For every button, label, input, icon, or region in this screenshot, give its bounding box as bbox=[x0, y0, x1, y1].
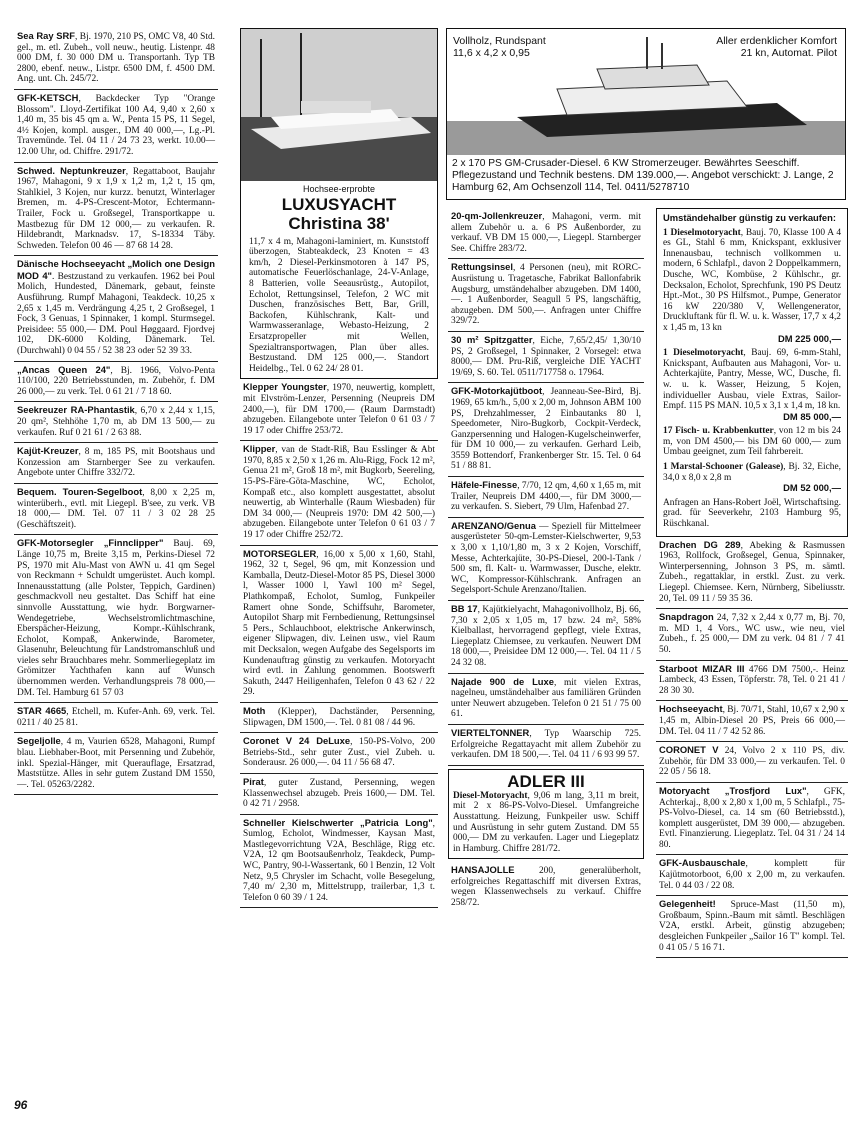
classified-ad bbox=[656, 661, 848, 702]
classified-ad-text: , 1970, neuwertig, komplett, mit Elvström-Lenzer, Persenning (Neupreis DM 2400,—), für DM 1700,— (Raum Darmstadt) abzugeben. Eilangebote unter Telefon 0 61 03 / 7 19 17 oder Chiffre 253/72. bbox=[243, 383, 435, 436]
joel-item-text: , Bj. 32, Eiche, 34,0 x 8,0 x 2,8 m bbox=[663, 462, 841, 483]
classified-ad-text: Spruce-Mast (11,50 m), Großbaum, Spinn.-Baum mit sämtl. Beschlägen V2A, erstkl. Arbeit, günstig abzugeben; desgleichen Funkpeiler „Sailor 16 T" kompl. Tel. 0 41 05 / 5 16 71. bbox=[659, 900, 845, 953]
classified-ad bbox=[14, 484, 218, 535]
classified-ad-text: , GFK, Achterkaj., 8,00 x 2,80 x 1,00 m, 5 Schlafpl., 75-PS-Volvo-Diesel, ca. 14 sm (60 Betriebsstd.), komplett ausgerüstet, DM 39 000,— abzugeben. Evtl. Finanzierung. Liegeplatz. Tel. 04 31 / 24 14 80. bbox=[659, 786, 845, 850]
classified-ad-head: Motoryacht „Trosfjord Lux" bbox=[659, 784, 807, 796]
classified-ad-head: MOTORSEGLER bbox=[243, 547, 317, 559]
classified-ad bbox=[448, 383, 644, 477]
classified-ad-text: , Jeanneau-See-Bird, Bj. 1969, 65 km/h., 5,00 x 2,00 m, Johnson ABM 100 PS, Drehzahlmesser, 2 Einbautanks 80 l, Speedometer, Niro-Bugkorb, Cockpit-Verdeck, Ganzpersenning und Halogen-Kugelscheinwerfer, für DM 10 000,— zu verkaufen. Gerhard Leib, 3559 Bottendorf, Frankenberger Str. 15. Tel. 0 64 51 / 88 81. bbox=[451, 387, 641, 472]
classified-ad-text: , 16,00 x 5,00 x 1,60, Stahl, 1962, 32 t, Segel, 96 qm, mit Konzession und Kamballa, Deutz-Diesel-Motor 85 PS, Diesel 3000 l, Wasser 1000 l, Yawl 100 m² Segel, Plathkompaß, Echolot, Sumlog, Funkpeiler Ramert ohne Sonde, Schiffsuhr, Barometer, Autopilot Sharp mit Fernbedienung, Rettungsinsel 5 Pers., Schlauchboot, elektrische Ankerwinsch, eigener Slipwagen, div. Leinen usw., viel Raum mit Decksalon, wegen Aufgabe des Segelsports im Kundenauftrag günstig zu verkaufen. Motoryacht wird evtl. in Zahlung genommen. Bootswerft Sakuth, 2447 Heiligenhafen, Telefon 0 43 62 / 22 29. bbox=[243, 549, 435, 698]
classified-ad-head: Schwed. Neptunkreuzer bbox=[17, 164, 126, 176]
classified-ad-text: , Bj. 1966, Volvo-Penta 110/100, 220 Betriebsstunden, m. Zubehör, f. DM 26 000,— zu verk. Tel. 0 61 21 / 7 18 60. bbox=[17, 365, 215, 397]
classified-ad-text: 4766 DM 7500,-. Heinz Lambeck, 43 Essen, Töpferstr. 78, Tel. 0 21 41 / 28 30 30. bbox=[659, 664, 845, 696]
classified-ad bbox=[448, 332, 644, 383]
classified-ad-head: GFK-Ausbauschale bbox=[659, 857, 746, 869]
classified-ad-text: , Abeking & Rasmussen 1963, Rollfock, Großsegel, Genua, Spinnaker, Winterpersenning, Johnson 3 PS, m. sämtl. Zubeh., regattaklar, in erstkl. Zust. zu verk. Liegepl. Chiemsee. Kern, Nürnberg, Sibeliusstr. 20, Tel. 09 11 / 59 35 36. bbox=[659, 540, 845, 604]
classified-ad bbox=[240, 815, 438, 909]
classified-ad-text: , Bj. 70/71, Stahl, 10,67 x 2,90 x 1,45 m, Albin-Diesel 20 PS, Preis 66 000,— DM. Tel. 04 11 / 7 42 52 86. bbox=[659, 705, 845, 737]
left-caption-line2: 11,6 x 4,2 x 0,95 bbox=[453, 47, 530, 59]
classified-ad-text: , 150-PS-Volvo, 200 Betriebs-Std., sehr guter Zust., viel Zubeh. u. Sonderausr. 26 000,—. 04 11 / 56 68 47. bbox=[243, 737, 435, 769]
classified-ad bbox=[656, 742, 848, 783]
classified-ad-text: Bauj. 69, Länge 10,75 m, Breite 3,15 m, Perkins-Diesel 72 PS, 1970 mit Alu-Mast von AWN u. 41 qm Segel von Reckmann + Schuldt umgerüstet. Auch kompl. Innenausstattung (alle Polster, Teppich, Gardinen) geschmackvoll neu gestaltet. Das Schiff hat eine sinnvolle Ausstattung, wie hydr. Borgwarner-Wendegetriebe, Wechselstromlichtmaschine, Eberspächer-Heizung, Kompr.-Kühlschrank, Echolot, Kompaß, Ankerwinde, Barometer, Glasenuhr, Beleuchtung für Landstromanschluß und vieles sehr Brauchbares mehr. Sommerliegeplatz im Grömitzer Yachthafen kann auf Wunsch übernommen werden. Verhandlungspreis 78 000,— DM. Tel. Hamburg 61 57 03 bbox=[17, 539, 215, 698]
classified-ad-head: VIERTELTONNER bbox=[451, 726, 530, 738]
classified-ad bbox=[448, 259, 644, 332]
yacht-image bbox=[241, 29, 437, 181]
joel-ad bbox=[656, 208, 848, 537]
classified-ad bbox=[14, 733, 218, 795]
classified-ad bbox=[240, 774, 438, 815]
yacht-photo bbox=[241, 29, 437, 181]
right-caption-line1: Aller erdenklicher Komfort bbox=[716, 35, 837, 47]
motoryacht-photo-ad bbox=[446, 28, 846, 200]
classified-ad-text: 24, Volvo 2 x 110 PS, div. Zubehör, für DM 33 000,— zu verkaufen. Tel. 0 22 05 / 56 18. bbox=[659, 746, 845, 778]
classified-ad-text: , Sumlog, Echolot, Windmesser, Kaysan Mast, Mastlegevorrichtung V2A, Beschläge, Rigg etc. V2A, 12 qm Bootsaußenrholz, Teakdeck, Pump-WC, Pantry, 90-l-Wassertank, 60 l Benzin, 12 Volt Netz, 9,5 Chrysler im Schacht, volle Besegelung, 7,40 m/ 2,30 m, Mittelstrupp, trailerbar, 1,3 t. Telefon 0 60 39 / 1 24. bbox=[243, 818, 435, 903]
classified-ad bbox=[240, 546, 438, 703]
page-number: 96 bbox=[14, 1098, 28, 1112]
joel-item-text: , Bauj. 69, 6-mm-Stahl, Knickspant, Aufbauten aus Mahagoni, Vor- u. Achterkajüte, Pantry, Messe, WC, Dusche, fl. w. u. k. Wasser, Heizung, 5 Kojen, individueller Ausbau, viele Extras, Sailor-Empf. 115 PS MAN. 10,5 x 3,1 x 1,4 m, 18 kn. bbox=[663, 348, 841, 412]
right-caption bbox=[716, 35, 837, 59]
left-caption-line1: Vollholz, Rundspant bbox=[453, 35, 546, 47]
classified-ad-text: — Speziell für Mittelmeer ausgerüsteter 50-qm-Lemster-Kielschwerter, 9,53 x 3,00 x 1,10/1,80 m, 3 x 2 Kojen, Vorschiff, Messe, Achterkajüte, 30-PS-Diesel, 200-l-Tank / 500 sm, fl. Kalt- u. Warmwasser, Dusche, elektr. WC, Kompressor-Kühlschrank. Anfragen an Segelsport-Schule Arenzano/Italien. bbox=[451, 521, 641, 596]
classified-ad-text: , mit vielen Extras, nagelneu, umständehalber aus familiären Gründen unter Neuwert abzugeben. Telefon 0 21 51 / 75 00 61. bbox=[451, 677, 641, 720]
classified-ad-head: CORONET V bbox=[659, 744, 719, 756]
classified-ad-text: . Bestzustand zu verkaufen. 1962 bei Poul Molich, Hundested, Dänemark, gebaut, feinste Ausführung. Rumpf Mahagoni, Teakdeck. 10,25 x 2,65 x 1,45 m. Verdrängung 4,25 t, 2 Großsegel, 1 Fock, 3 Genuas, 1 Spinnaker, 1 kompl. Sturmsegel. Preisidee: 55 000,— DM. Poul Høggaard. Fjordvej 102, DK-6000 Kolding, Dänemark. Tel. (Durchwahl) 0 04 55 / 52 38 23 oder 52 39 33. bbox=[17, 271, 216, 357]
classified-ad-text: , van de Stadt-Riß, Bau Esslinger & Abt 1970, 8,85 x 2,50 x 1,26 m. Alu-Rigg, Fock 12 m², Genua 21 m², Groß 18 m², mit Bugkorb, Seereling, 15-PS-Färe-Göta-Maschine, WC, Echolot, Kompaß etc., also komplett ausgestattet, absolut neuwertig, ab Winterhalle (Raum Wiesbaden) für DM 34 000,— (Neupreis 1970: DM 42 500,—) abzugeben. Eilangebote unter Telefon 0 61 03 / 7 19 17 oder Chiffre 252/72. bbox=[243, 445, 435, 541]
classified-ad-head: Najade 900 de Luxe bbox=[451, 675, 554, 687]
motoryacht-desc: 2 x 170 PS GM-Crusader-Diesel. 6 KW Stromerzeuger. Bewährtes Seeschiff. Pflegezustand und Technik bestens. DM 139.000,—. Angebot verschickt: J. Lange, 2 Hamburg 62, Am Ochsenzoll 114, Tel. 0411/5278710 bbox=[452, 158, 834, 194]
joel-item-head: 17 Fisch- u. Krabbenkutter bbox=[663, 426, 774, 437]
classified-ad-head: Klipper bbox=[243, 443, 276, 455]
classified-ad-text: (Klepper), Dachständer, Persenning, Slipwagen, DM 1500,—. Tel. 0 81 08 / 44 96. bbox=[243, 706, 435, 728]
classified-ad bbox=[14, 90, 218, 163]
joel-item-price: DM 85 000,— bbox=[783, 410, 841, 422]
adler-title: ADLER III bbox=[507, 771, 585, 791]
classified-ad bbox=[14, 362, 218, 403]
christina-ad bbox=[240, 28, 438, 379]
joel-item-text: , Bauj. 70, Klasse 100 A 4 es GL, Stahl 6 mm, Knickspant, exklusiver Innenausbau, technisch vollkommen u. modern, 6 Schlafpl., davon 2 Doppelkammern, Dusche, WC, Kombüse, 2 Kühlschr., gr. Decksalon, Echolot, Sprechfunk, 190 PS Deutz Hpt.-Mot., 30 PS Hilfsmot., Pumpe, Generator 16 kW 220/380 V, Wellengenerator, Druckluftank für fl. W. u. k. Wasser, 17,7 x 4,2 x 1,45 m, 13 kn bbox=[663, 227, 842, 333]
classified-ad bbox=[656, 855, 848, 896]
column-2-ads bbox=[240, 379, 438, 908]
classified-ad-head: 20-qm-Jollenkreuzer bbox=[451, 210, 543, 221]
classified-ad-text: , Kajütkielyacht, Mahagonivollholz, Bj. 66, 7,30 x 2,05 x 1,05 m, 17 bzw. 24 m², 58% Kielballast, hervorragend gepflegt, viele Extras, Liegeplatz Chiemsee, zu verkaufen. Neuwert DM 18 000,—, Preisidee DM 12 000,—. Tel. 04 11 / 5 24 32 08. bbox=[451, 605, 641, 668]
classified-ad-text: , Regattaboot, Baujahr 1967, Mahagoni, 9 x 1,9 x 1,2 m, 1,2 t, 15 qm, Stahlkiel, 3 Kojen, nur kurzz. benutzt, Winterlager Bremen, m. 4-PS-Crescent-Motor, Echtermann-Trailer, Fock u. Großsegel, Transportkappe u. Mastbezug für DM 12 000,— zu verkaufen. R. Hildebrandt, Marknadsv. 17, S-18334 Täby. Schweden. Telefon 00 46 — 87 68 14 28. bbox=[17, 166, 215, 251]
classified-ad bbox=[656, 609, 848, 660]
classified-ad-head: „Ancas Queen 24" bbox=[17, 363, 111, 375]
photo-caption-subtitle: Christina 38' bbox=[288, 213, 390, 233]
joel-item-head: 1 Dieselmotoryacht bbox=[663, 348, 744, 359]
joel-item bbox=[663, 426, 841, 458]
classified-ad bbox=[240, 441, 438, 545]
classified-ad bbox=[448, 674, 644, 725]
joel-item bbox=[663, 348, 841, 422]
classified-ad bbox=[656, 537, 848, 610]
classified-ad bbox=[14, 535, 218, 703]
classified-ad-head: GFK-Motorsegler „Finnclipper" bbox=[17, 537, 164, 549]
joel-head: Umständehalber günstig zu verkaufen: bbox=[663, 212, 836, 223]
joel-item-head: 1 Marstal-Schooner (Galease) bbox=[663, 462, 784, 473]
classified-ad-head: Kajüt-Kreuzer bbox=[17, 445, 79, 457]
classified-ad-text: , 6,70 x 2,44 x 1,15, 20 qm², Stehhöhe 1,70 m, ab DM 13 500,— zu verkaufen. Ruf 0 21 61 / 2 63 88. bbox=[17, 406, 215, 438]
adler-text bbox=[453, 791, 639, 855]
classified-ad-head: Dänische Hochseeyacht „Molich one Design MOD 4" bbox=[17, 258, 215, 281]
classified-ad-head: Starboot MIZAR III bbox=[659, 662, 745, 674]
classified-ad-head: GFK-Motorkajütboot bbox=[451, 385, 543, 397]
hansajolle-head: HANSAJOLLE bbox=[451, 864, 515, 876]
classified-ad bbox=[14, 163, 218, 257]
classified-ad-head: Snapdragon bbox=[659, 611, 714, 623]
classified-ad-head: Segeljolle bbox=[17, 735, 61, 747]
joel-footer: Anfragen an Hans-Robert Joël, Wirtschaftsing. grad. für Seeverkehr, 2103 Hamburg 95, Rüschkanal. bbox=[663, 497, 841, 530]
classified-ad-text: , 7/70, 12 qm, 4,60 x 1,65 m, mit Trailer, Neupreis DM 4400,—, für DM 3000,— zu verkaufen. S. Siebert, 79 Ulm, Hafenbad 27. bbox=[451, 481, 641, 513]
classified-ad-head: Hochseeyacht bbox=[659, 703, 723, 715]
classified-ad-head: Pirat bbox=[243, 775, 264, 787]
classified-ad bbox=[240, 703, 438, 733]
photo-caption-title: LUXUSYACHT bbox=[281, 194, 397, 214]
column-4 bbox=[656, 208, 848, 958]
classified-ad bbox=[448, 208, 644, 259]
adler-ad bbox=[448, 769, 644, 860]
joel-item-price: DM 52 000,— bbox=[783, 482, 841, 494]
classified-ad-head: Seekreuzer RA-Phantastik bbox=[17, 404, 135, 416]
classified-ad-head: Häfele-Finesse bbox=[451, 479, 518, 491]
classified-ad bbox=[448, 601, 644, 674]
classified-ad-text: , komplett für Kajütmotorboot, 6,00 x 2,00 m, zu verkaufen. Tel. 0 44 03 / 22 08. bbox=[659, 859, 845, 891]
joel-item bbox=[663, 462, 841, 494]
classified-ad bbox=[656, 701, 848, 742]
joel-item-text: , von 12 m bis 24 m, von DM 4500,— bis DM 60 000,— zum Umbau geeignet, zum Teil fahrbereit. bbox=[663, 426, 841, 458]
classified-ad-head: 30 m² Spitzgatter bbox=[451, 333, 533, 345]
classified-ad-head: GFK-KETSCH bbox=[17, 91, 79, 103]
left-caption bbox=[453, 35, 546, 59]
classified-ad bbox=[14, 402, 218, 443]
joel-item bbox=[663, 228, 841, 345]
classified-ad-head: STAR 4665 bbox=[17, 705, 67, 717]
classified-ad-head: BB 17 bbox=[451, 603, 478, 614]
classified-ad-text: , Eiche, 7,65/2,45/ 1,30/10 PS, 2 Großsegel, 1 Spinnaker, 2 Vorsegel: etwa 8000,— DM. Pru-Riß, vergleiche DIE YACHT 19/69, S. 60. Tel. 0511/717758 o. 17964. bbox=[451, 335, 641, 378]
classified-ad-text: , Typ Waarschip 725. Erfolgreiche Regattayacht mit allem Zubehör zu verkaufen. DM 18 500,—. Tel. 04 11 / 6 93 99 57. bbox=[451, 728, 641, 761]
column-1 bbox=[14, 28, 218, 795]
joel-item-price: DM 225 000,— bbox=[777, 332, 841, 344]
classified-ad-head: Rettungsinsel bbox=[451, 261, 513, 273]
classified-ad-text: , Bj. 1970, 210 PS, OMC V8, 40 Std. gel., m. etl. Zubeh., voll neuw., heutig. Listenpr. 48 000 DM, f. 30 000 DM u. Transportanh. Typ TB 2800, ebenf. neuw., Listpr. 6500 DM, f. 4500 DM. Ang. unt. Ch. 245/72. bbox=[17, 32, 215, 85]
classified-ad bbox=[448, 477, 644, 518]
classified-ad-text: , Mahagoni, verm. mit allem Zubehör u. a. 6 PS Außenborder, zu verkauf. VB DM 15 000,—, Liegepl. Starnberger See. Chiffre 283/72. bbox=[451, 212, 641, 254]
classified-ad bbox=[14, 28, 218, 90]
classified-ad bbox=[14, 703, 218, 733]
classified-ad-text: 24, 7,32 x 2,44 x 0,77 m, Bj. 70, m. MD 1, 4 Vors., WC usw., wie neu, viel Zubeh., f. 25 000,— DM zu verk. 04 81 / 7 41 50. bbox=[659, 613, 845, 655]
classified-ad-head: Coronet V 24 DeLuxe bbox=[243, 735, 351, 747]
hansajolle-ad bbox=[448, 862, 644, 912]
classified-ad bbox=[240, 379, 438, 441]
adler-head: Diesel-Motoryacht bbox=[453, 790, 528, 801]
column-2 bbox=[240, 28, 438, 908]
classified-ad-head: Bequem. Touren-Segelboot bbox=[17, 485, 143, 497]
classified-ad-text: , 4 Personen (neu), mit RORC-Ausrüstung u. Tragetasche, Fabrikat Ballonfabrik Augsburg, umständehalber abzugeben. DM 1400,—. 1 Außenborder, Seagull 5 PS, langschäftig, abzugeben. DM 500,—. Anfragen unter Chiffre 329/72. bbox=[451, 263, 641, 327]
classified-ad bbox=[656, 783, 848, 856]
classified-ad-text: , Etchell, m. Kufer-Anh. 69, verk. Tel. 0211 / 40 25 81. bbox=[17, 707, 215, 728]
classified-ad-text: , 4 m, Vaurien 6528, Mahagoni, Rumpf blau. Liebhaber-Boot, mit Persenning und Zubehör, inkl. Spezial-Hänger, mit Querauflage, Ersatzrad, Maststütze. Alles in sehr gutem Zustand DM 1550,—. Tel. 05263/2282. bbox=[17, 737, 215, 790]
classified-ad bbox=[448, 518, 644, 601]
column-3 bbox=[448, 208, 644, 913]
classified-ad-head: Drachen DG 289 bbox=[659, 538, 741, 550]
classified-ad-text: , Backdecker Typ "Orange Blossom". Lloyd-Zertifikat 100 A4, 9,40 x 2,60 x 1,40 m, 35 bis 45 qm a. W., Penta 15 PS, 11 Segel, 4½ Kojen, kompl. ausger., DM 40 000,—, Lg.-Pl. Travemünde. Tel. 04 11 / 24 73 23, werkt. 10.00—12.00 Uhr, od. Chiffre. 291/72. bbox=[17, 93, 215, 157]
classified-ad-head: Moth bbox=[243, 704, 266, 716]
classified-ad bbox=[14, 443, 218, 484]
classified-ad bbox=[656, 896, 848, 958]
hansajolle-text: 200, generalüberholt, erfolgreiches Regattaschiff mit diversen Extras, wegen Klassenwechsels zu verkauf. Chiffre 258/72. bbox=[451, 866, 641, 909]
classified-ad-text: , 8,00 x 2,25 m, winterüberh., evtl. mit Liegepl. B'see, zu verk. VB 18 000,— DM. Tel. 07 11 / 3 02 28 25 (Geschäftszeit). bbox=[17, 487, 215, 530]
classified-ad-head: Sea Ray SRF bbox=[17, 30, 75, 41]
right-caption-line2: 21 kn, Automat. Pilot bbox=[740, 47, 837, 59]
joel-item-head: 1 Dieselmotoryacht bbox=[663, 227, 741, 238]
christina-text: 11,7 x 4 m, Mahagoni-laminiert, m. Kunststoff überzogen, Stabteakdeck, 23 Knoten = 43 km/h, 2 Diesel-Perkinsmotoren à 147 PS, automatische Feuerlöschanlage, 24-V-Anlage, 8 Batterien, volle Seeausrüstg., Autopilot, Echolot, Rettungsinsel, Telefon, 2 WC mit Duschen, französisches Bett, Bar, Grill, Backofen, Kühlschrank, Kalt- und Warmwasseranlage, Webasto-Heizung, 2 Ersatzpropeller mit Wellen, Spezialtransportwagen, Plan über alles. Bestzustand. DM 125 000,—. Standort Heidelbg., Tel. 0 62 24/ 28 01. bbox=[249, 236, 429, 374]
classified-ad-head: Gelegenheit! bbox=[659, 898, 716, 910]
classified-ad-text: , 8 m, 185 PS, mit Bootshaus und Konzession am Starnberger See zu verkaufen. Angebote unter Chiffre 332/72. bbox=[17, 447, 215, 479]
classified-ad bbox=[240, 733, 438, 774]
classified-ad bbox=[448, 725, 644, 766]
classified-ad-head: Klepper Youngster bbox=[243, 381, 327, 393]
classified-ad-text: , guter Zustand, Persenning, wegen Klassenwechsel abzugeb. Preis 1600,— DM. Tel. 0 42 71 / 2958. bbox=[243, 777, 435, 810]
adler-body: , 9,06 m lang, 3,11 m breit, mit 2 x 86-PS-Volvo-Diesel. Umfangreiche Ausstattung. Heizung, Funkpeiler usw. Schiff und Ausrüstung in sehr gutem Zustand. DM 55 000,— DM zu verkaufen. Lager und Liegeplatz in Hamburg. Chiffre 281/72. bbox=[453, 790, 639, 854]
classified-ad-head: ARENZANO/Genua bbox=[451, 519, 536, 531]
classified-ad-head: Schneller Kielschwerter „Patricia Long" bbox=[243, 816, 433, 828]
photo-caption-small: Hochsee-erprobte bbox=[302, 184, 376, 194]
classified-ad bbox=[14, 256, 218, 361]
